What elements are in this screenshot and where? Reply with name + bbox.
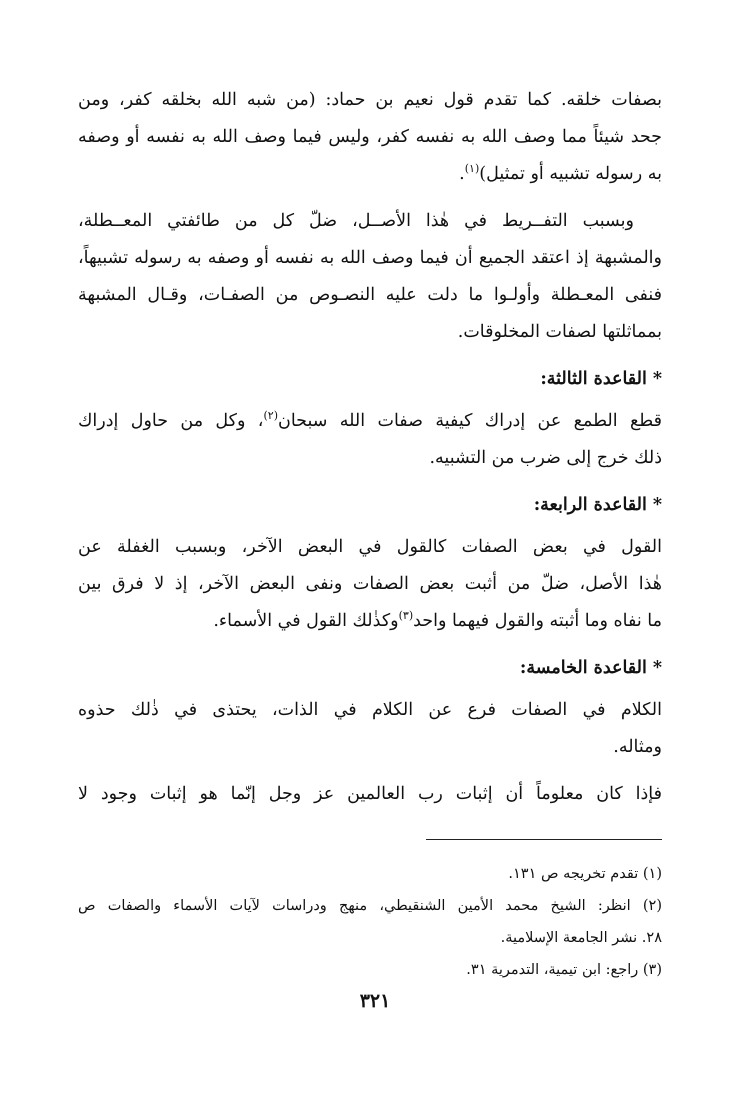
paragraph-4-line-3-b: وكذٰلك القول في الأسماء. <box>213 611 399 631</box>
paragraph-6-line-1: فإذا كان معلوماً أن إثبات رب العالمين عز وجل إنّما هو إثبات وجود لا <box>78 784 662 804</box>
paragraph-4-line-3-a: ما نفاه وما أثبته والقول فيهما واحد <box>413 611 662 631</box>
paragraph-5-line-1: الكلام في الصفات فرع عن الكلام في الذات، يحتذى في ذٰلك حذوه <box>78 700 662 720</box>
heading-rule-4 <box>78 487 662 523</box>
paragraph-1-line-3-end: . <box>459 164 465 184</box>
heading-rule-3 <box>78 361 662 397</box>
paragraph-1-line-3-text: به رسوله تشبيه أو تمثيل) <box>479 164 662 184</box>
paragraph-1-line-3 <box>78 156 662 193</box>
footnote-separator <box>426 839 662 840</box>
paragraph-2-line-4: بمماثلتها لصفات المخلوقات. <box>457 322 662 342</box>
paragraph-2-line-2: والمشبهة إذ اعتقد الجميع أن فيما وصف الله به نفسه أو وصفه به رسوله تشبيهاً، <box>78 248 662 268</box>
paragraph-2 <box>78 203 662 351</box>
footnote-1: (١) تقدم تخريجه ص ١٣١. <box>508 866 662 882</box>
paragraph-6 <box>78 776 662 813</box>
paragraph-2-line-1: وبسبب التفــريط في هٰذا الأصــل، ضلّ كل من طائفتي المعــطلة، <box>78 211 634 231</box>
footnote-ref-1: (١) <box>464 162 480 176</box>
paragraph-1 <box>78 82 662 193</box>
footnote-ref-2: (٢) <box>263 409 278 423</box>
paragraph-3-line-2: ذلك خرج إلى ضرب من التشبيه. <box>429 448 662 468</box>
paragraph-3-line-1-b: ، وكل من حاول إدراك <box>78 411 264 431</box>
footnote-2-line-1: (٢) انظر: الشيخ محمد الأمين الشنقيطي، منهج ودراسات لآيات الأسماء والصفات ص <box>78 898 662 914</box>
paragraph-4 <box>78 529 662 640</box>
footnote-ref-3: (٣) <box>398 609 414 623</box>
paragraph-3-line-1 <box>78 403 662 440</box>
heading-star-icon: * <box>652 658 662 678</box>
heading-rule-4-text: القاعدة الرابعة: <box>533 495 647 515</box>
paragraph-4-line-3 <box>78 603 662 640</box>
heading-rule-5 <box>78 650 662 686</box>
footnote-2-line-2: ٢٨. نشر الجامعة الإسلامية. <box>500 930 662 946</box>
heading-star-icon: * <box>652 495 662 515</box>
paragraph-2-line-3: فنفى المعـطلة وأولـوا ما دلت عليه النصـوص من الصفـات، وقـال المشبهة <box>78 285 662 305</box>
paragraph-1-line-1: بصفات خلقه. كما تقدم قول نعيم بن حماد: (من شبه الله بخلقه كفر، ومن <box>78 90 662 110</box>
paragraph-4-line-2: هٰذا الأصل، ضلّ من أثبت بعض الصفات ونفى البعض الآخر، إذ لا فرق بين <box>78 574 662 594</box>
paragraph-1-line-2: جحد شيئاً مما وصف الله به نفسه كفر، وليس فيما وصف الله به نفسه أو وصفه <box>78 127 662 147</box>
footnotes <box>78 858 662 986</box>
page-number: ٣٢١ <box>359 990 391 1012</box>
heading-rule-3-text: القاعدة الثالثة: <box>540 369 647 389</box>
paragraph-5 <box>78 692 662 766</box>
heading-rule-5-text: القاعدة الخامسة: <box>519 658 647 678</box>
heading-star-icon: * <box>652 369 662 389</box>
paragraph-5-line-2: ومثاله. <box>613 737 662 757</box>
footnote-3: (٣) راجع: ابن تيمية، التدمرية ٣١. <box>466 962 662 978</box>
paragraph-3-line-1-a: قطع الطمع عن إدراك كيفية صفات الله سبحان <box>277 411 662 431</box>
paragraph-4-line-1: القول في بعض الصفات كالقول في البعض الآخر، وبسبب الغفلة عن <box>78 537 662 557</box>
paragraph-3 <box>78 403 662 477</box>
